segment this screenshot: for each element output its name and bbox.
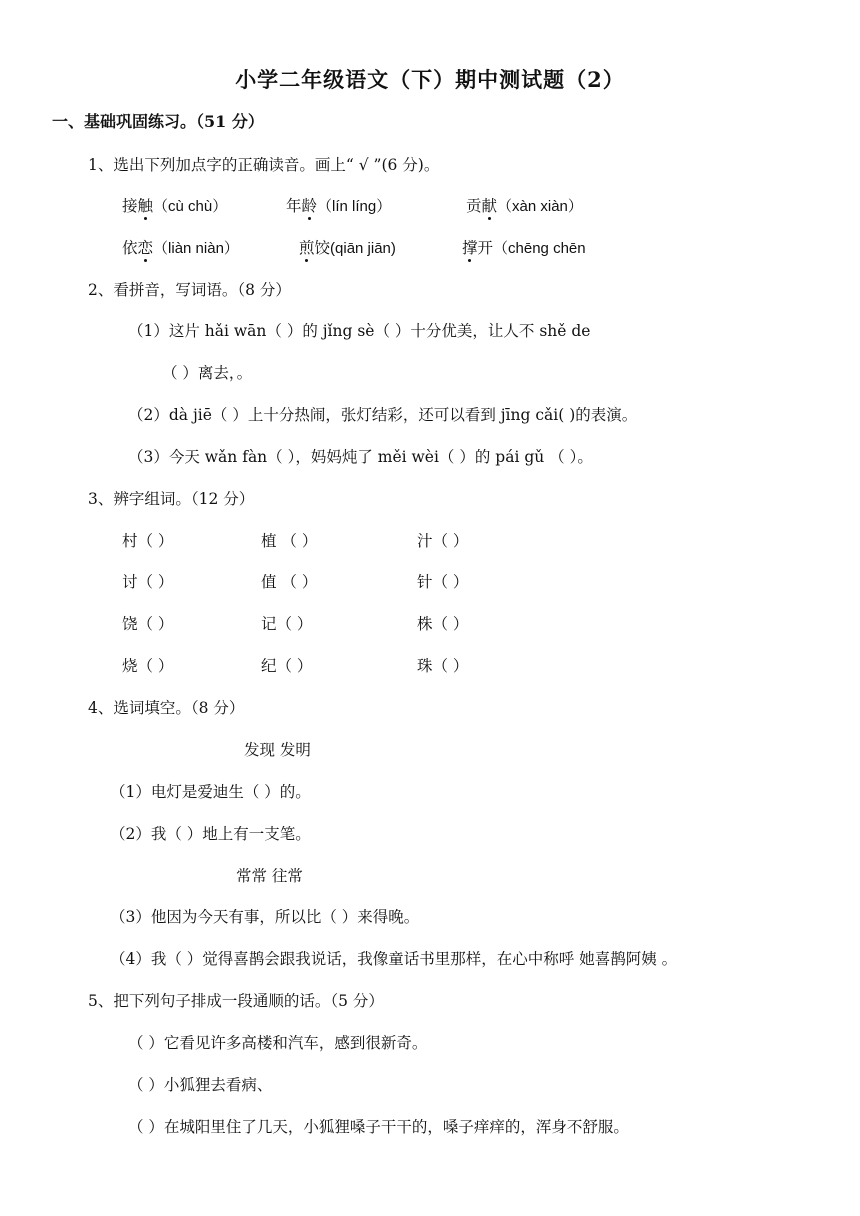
q3-item: 村（ ） bbox=[122, 532, 174, 550]
pinyin-options: （cù chù） bbox=[153, 198, 228, 215]
q3-item: 针（ ） bbox=[417, 573, 469, 591]
pinyin-options: (qiān jiān) bbox=[330, 240, 396, 257]
q1-heading: 1、选出下列加点字的正确读音。画上“ √ ”(6 分)。 bbox=[88, 156, 440, 174]
q2-line-4: （3）今天 wǎn fàn（ ），妈妈炖了 měi wèi（ ）的 pái gǔ （ ）。 bbox=[128, 448, 593, 466]
q1-item-jianjiao: 煎饺(qiān jiān) bbox=[299, 239, 396, 257]
q4-word-choices-1: 发现 发明 bbox=[244, 741, 311, 759]
q2-heading: 2、看拼音，写词语。（8 分） bbox=[88, 281, 291, 299]
dotted-character: 恋 bbox=[137, 239, 154, 257]
q4-heading: 4、选词填空。（8 分） bbox=[88, 699, 245, 717]
pinyin-options: （lín líng） bbox=[317, 198, 392, 215]
q3-item: 植 （ ） bbox=[261, 532, 318, 550]
q1-item-gongxian: 贡献（xàn xiàn） bbox=[466, 197, 583, 215]
q5-sentence-3: （ ）在城阳里住了几天，小狐狸嗓子干干的，嗓子痒痒的，浑身不舒服。 bbox=[128, 1118, 629, 1136]
q4-word-choices-2: 常常 往常 bbox=[236, 867, 303, 885]
dotted-character: 献 bbox=[481, 197, 498, 215]
q1-item-jiechu: 接触（cù chù） bbox=[122, 197, 228, 215]
q1-item-nianling: 年龄（lín líng） bbox=[286, 197, 392, 215]
q4-sentence-2: （2）我（ ）地上有一支笔。 bbox=[110, 825, 311, 843]
dotted-character: 龄 bbox=[301, 197, 318, 215]
q3-item: 值 （ ） bbox=[261, 573, 318, 591]
q4-sentence-1: （1）电灯是爱迪生（ ）的。 bbox=[110, 783, 311, 801]
q3-item: 珠（ ） bbox=[417, 657, 469, 675]
q3-heading: 3、辨字组词。（12 分） bbox=[88, 490, 255, 508]
q5-heading: 5、把下列句子排成一段通顺的话。（5 分） bbox=[88, 992, 384, 1010]
q5-sentence-1: （ ）它看见许多高楼和汽车，感到很新奇。 bbox=[128, 1034, 428, 1052]
q4-sentence-4: （4）我（ ）觉得喜鹊会跟我说话，我像童话书里那样，在心中称呼 她喜鹊阿姨 。 bbox=[110, 950, 678, 968]
page-title: 小学二年级语文（下）期中测试题（2） bbox=[235, 67, 625, 92]
q3-item: 讨（ ） bbox=[122, 573, 174, 591]
q1-item-chengkai: 撑开（chēng chēn bbox=[462, 239, 586, 257]
pinyin-options: （liàn niàn） bbox=[153, 240, 239, 257]
dotted-character: 触 bbox=[137, 197, 154, 215]
q5-sentence-2: （ ）小狐狸去看病、 bbox=[128, 1076, 273, 1094]
pinyin-options: （chēng chēn bbox=[493, 240, 586, 257]
q1-item-yilian: 依恋（liàn niàn） bbox=[122, 239, 239, 257]
q2-line-1: （1）这片 hǎi wān（ ）的 jǐng sè（ ）十分优美，让人不 shě de bbox=[128, 322, 591, 340]
q3-item: 烧（ ） bbox=[122, 657, 174, 675]
q3-item: 汁（ ） bbox=[417, 532, 469, 550]
dotted-character: 撑 bbox=[462, 239, 478, 257]
pinyin-options: （xàn xiàn） bbox=[497, 198, 583, 215]
q3-item: 记（ ） bbox=[261, 615, 313, 633]
q3-item: 纪（ ） bbox=[261, 657, 313, 675]
dotted-character: 煎 bbox=[299, 239, 315, 257]
q2-line-3: （2）dà jiē（ ）上十分热闹，张灯结彩，还可以看到 jīng cǎi( )的表演。 bbox=[128, 406, 638, 424]
section-heading-basics: 一、基础巩固练习。（51 分） bbox=[52, 112, 264, 131]
q3-item: 饶（ ） bbox=[122, 615, 174, 633]
q4-sentence-3: （3）他因为今天有事，所以比（ ）来得晚。 bbox=[110, 908, 420, 926]
q3-item: 株（ ） bbox=[417, 615, 469, 633]
q2-line-2: （ ）离去，。 bbox=[162, 364, 253, 382]
